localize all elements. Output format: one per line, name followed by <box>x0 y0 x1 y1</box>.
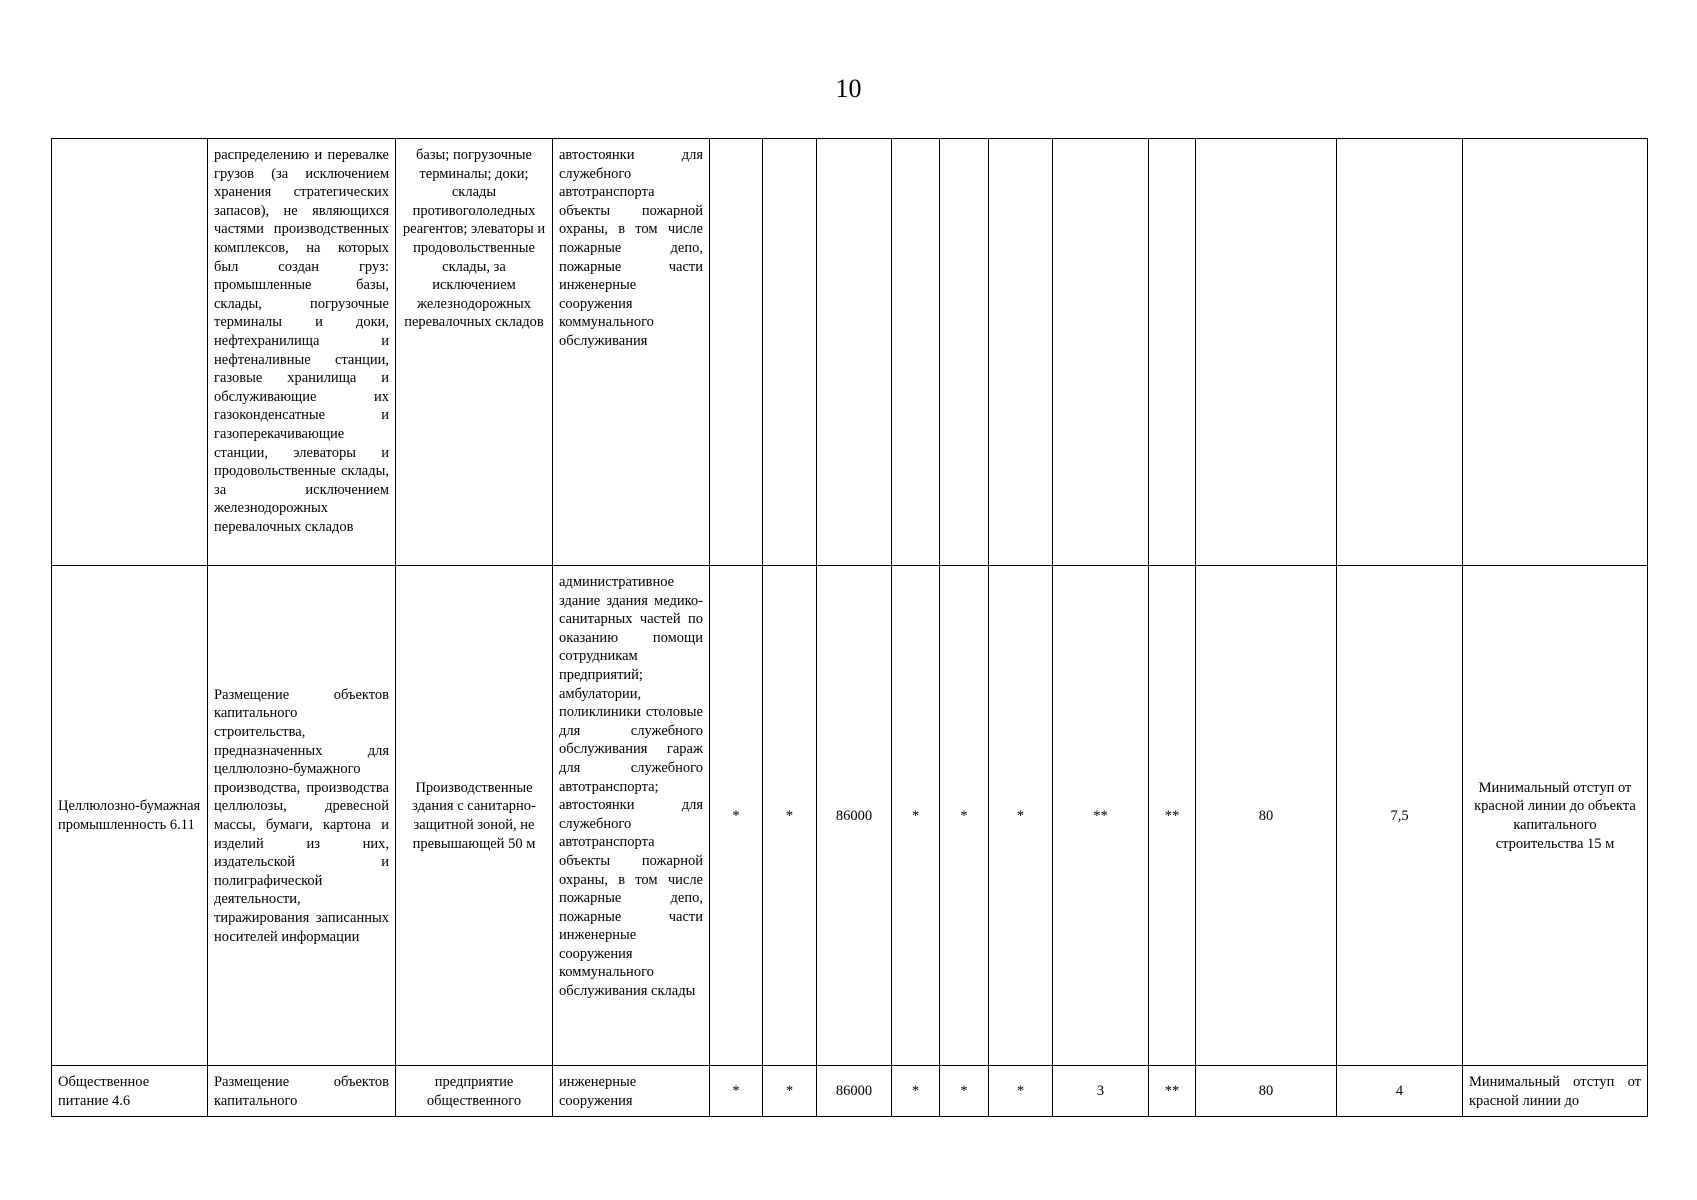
param-cell-8: ** <box>1149 1066 1196 1117</box>
param-cell-2: * <box>763 566 817 1066</box>
param-cell-9 <box>1196 139 1337 566</box>
auxiliary-use-cell: инженерные сооружения <box>553 1066 710 1117</box>
zone-name-cell <box>52 139 208 566</box>
param-cell-1: * <box>710 566 763 1066</box>
table-row <box>52 566 1648 1066</box>
use-description-cell: распределению и перевалке грузов (за исключением хранения стратегических запасов), не являющихся частями производственных комплексов, на которых был создан груз: промышленные базы, склады, погрузочные терминалы и доки, нефтехранилища и нефтеналивные станции, газовые хранилища и обслуживающие их газоконденсатные и газоперекачивающие станции, элеваторы и продовольственные склады, за исключением железнодорожных перевалочных складов <box>208 139 396 566</box>
param-cell-2 <box>763 139 817 566</box>
auxiliary-use-cell: административное здание здания медико-санитарных частей по оказанию помощи сотрудникам предприятий; амбулатории, поликлиники столовые для служебного обслуживания гараж для служебного автотранспорта; автостоянки для служебного автотранспорта объекты пожарной охраны, в том числе пожарные депо, пожарные части инженерные сооружения коммунального обслуживания склады <box>553 566 710 1066</box>
param-cell-10 <box>1337 139 1463 566</box>
param-cell-7 <box>1053 139 1149 566</box>
param-cell-5 <box>940 139 989 566</box>
auxiliary-use-cell: автостоянки для служебного автотранспорта объекты пожарной охраны, в том числе пожарные депо, пожарные части инженерные сооружения коммунального обслуживания <box>553 139 710 566</box>
param-cell-5: * <box>940 1066 989 1117</box>
notes-cell: Минимальный отступ от красной линии до <box>1463 1066 1648 1117</box>
param-cell-6: * <box>989 566 1053 1066</box>
use-description-cell: Размещение объектов капитального строительства, предназначенных для целлюлозно-бумажного производства, производства целлюлозы, древесной массы, бумаги, картона и изделий из них, издательской и полиграфической деятельности, тиражирования записанных носителей информации <box>208 566 396 1066</box>
use-description-cell: Размещение объектов капитального <box>208 1066 396 1117</box>
param-cell-4: * <box>892 566 940 1066</box>
param-cell-3 <box>817 139 892 566</box>
param-cell-6 <box>989 139 1053 566</box>
param-cell-1: * <box>710 1066 763 1117</box>
param-cell-8 <box>1149 139 1196 566</box>
param-cell-7: 3 <box>1053 1066 1149 1117</box>
param-cell-5: * <box>940 566 989 1066</box>
param-cell-10: 4 <box>1337 1066 1463 1117</box>
param-cell-6: * <box>989 1066 1053 1117</box>
main-use-cell: базы; погрузочные терминалы; доки; склады противогололедных реагентов; элеваторы и продовольственные склады, за исключением железнодорожных перевалочных складов <box>396 139 553 566</box>
zone-name-cell: Общественное питание 4.6 <box>52 1066 208 1117</box>
param-cell-2: * <box>763 1066 817 1117</box>
regulations-table <box>51 138 1648 1117</box>
table-row <box>52 139 1648 566</box>
zone-name-cell: Целлюлозно-бумажная промышленность 6.11 <box>52 566 208 1066</box>
param-cell-9: 80 <box>1196 566 1337 1066</box>
param-cell-3: 86000 <box>817 566 892 1066</box>
param-cell-4 <box>892 139 940 566</box>
param-cell-10: 7,5 <box>1337 566 1463 1066</box>
main-use-cell: предприятие общественного <box>396 1066 553 1117</box>
notes-cell <box>1463 139 1648 566</box>
param-cell-1 <box>710 139 763 566</box>
main-use-cell: Производственные здания с санитарно-защитной зоной, не превышающей 50 м <box>396 566 553 1066</box>
param-cell-3: 86000 <box>817 1066 892 1117</box>
table-row <box>52 1066 1648 1117</box>
page-number: 10 <box>835 74 862 103</box>
param-cell-8: ** <box>1149 566 1196 1066</box>
notes-cell: Минимальный отступ от красной линии до объекта капитального строительства 15 м <box>1463 566 1648 1066</box>
param-cell-4: * <box>892 1066 940 1117</box>
param-cell-9: 80 <box>1196 1066 1337 1117</box>
param-cell-7: ** <box>1053 566 1149 1066</box>
